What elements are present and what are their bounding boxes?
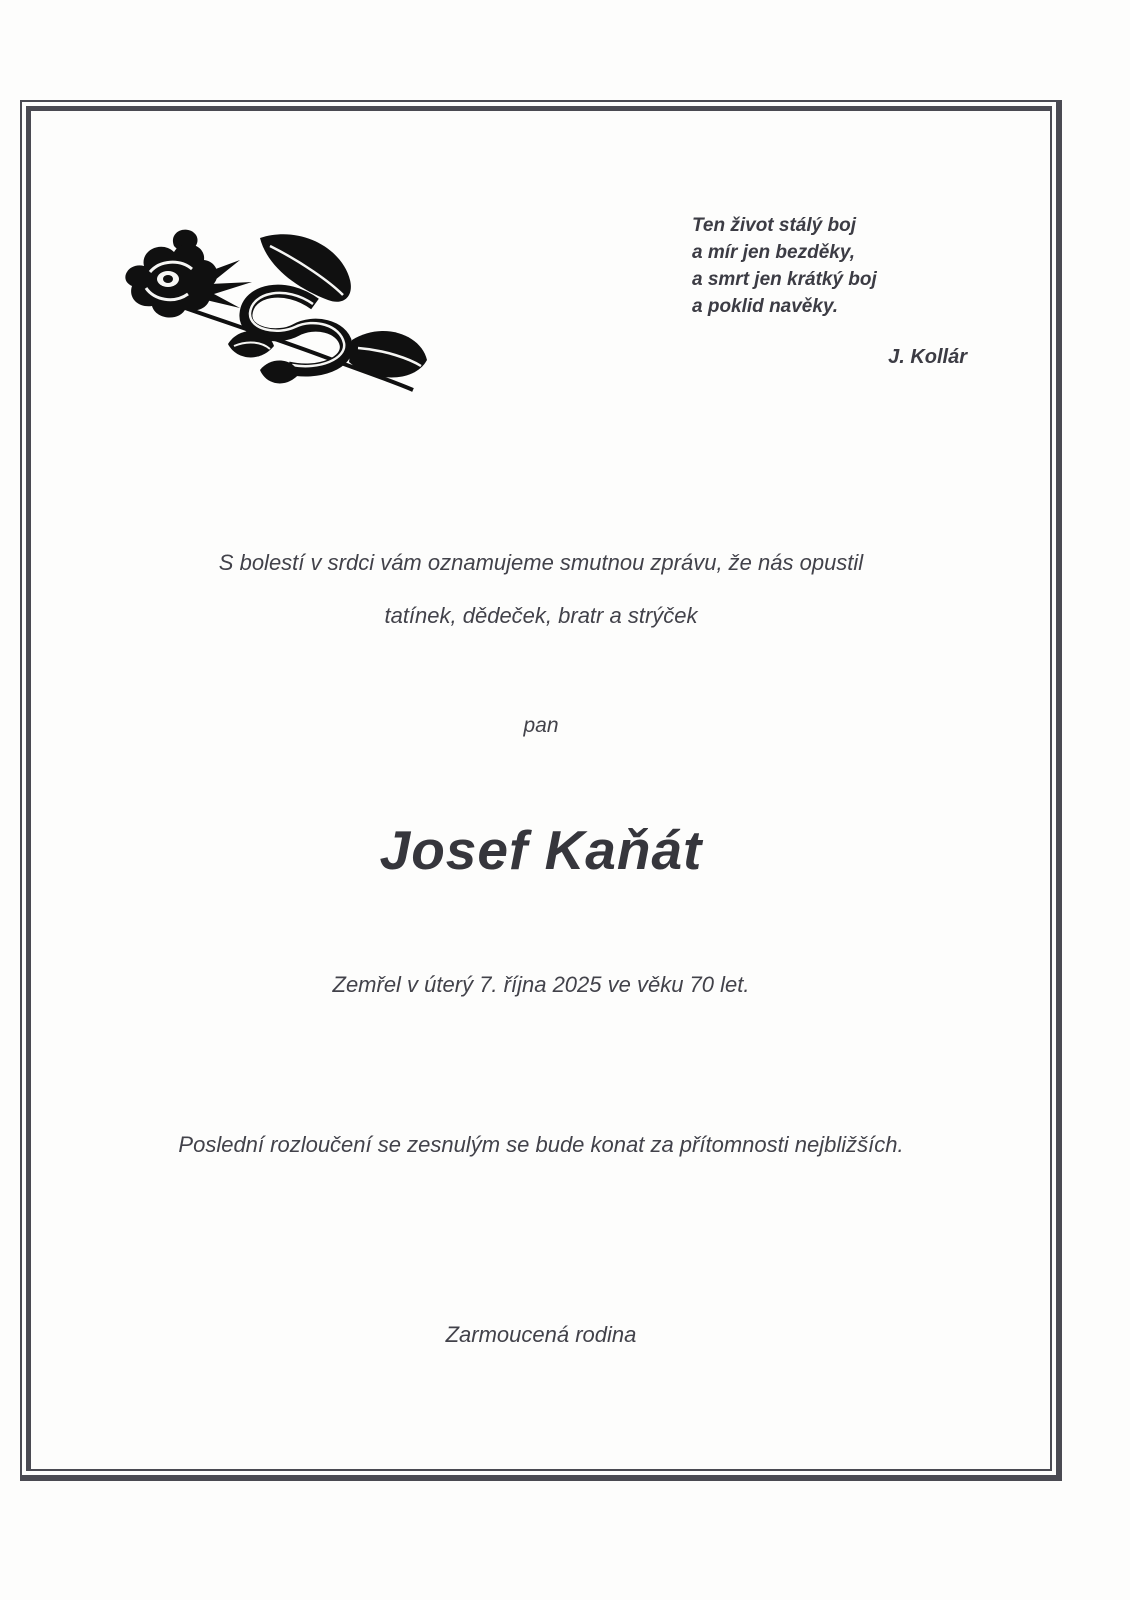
honorific-title: pan <box>523 714 559 737</box>
death-date-info: Zemřel v úterý 7. října 2025 ve věku 70 let. <box>332 972 750 997</box>
farewell-notice: Poslední rozloučení se zesnulým se bude konat za přítomnosti nejbližších. <box>178 1132 904 1157</box>
family-signature: Zarmoucená rodina <box>445 1322 637 1347</box>
memorial-quote <box>692 212 967 371</box>
announcement-intro-line-2: tatínek, dědeček, bratr a strýček <box>384 603 698 628</box>
quote-attribution: J. Kollár <box>888 346 967 368</box>
deceased-name: Josef Kaňát <box>379 819 703 881</box>
quote-line-2: a mír jen bezděky, <box>692 242 855 263</box>
quote-line-4: a poklid navěky. <box>692 296 839 317</box>
quote-line-3: a smrt jen krátký boj <box>692 269 877 290</box>
quote-line-1: Ten život stálý boj <box>692 215 856 236</box>
announcement-intro-line-1: S bolestí v srdci vám oznamujeme smutnou zprávu, že nás opustil <box>218 550 864 575</box>
rose-illustration-icon <box>110 222 430 394</box>
